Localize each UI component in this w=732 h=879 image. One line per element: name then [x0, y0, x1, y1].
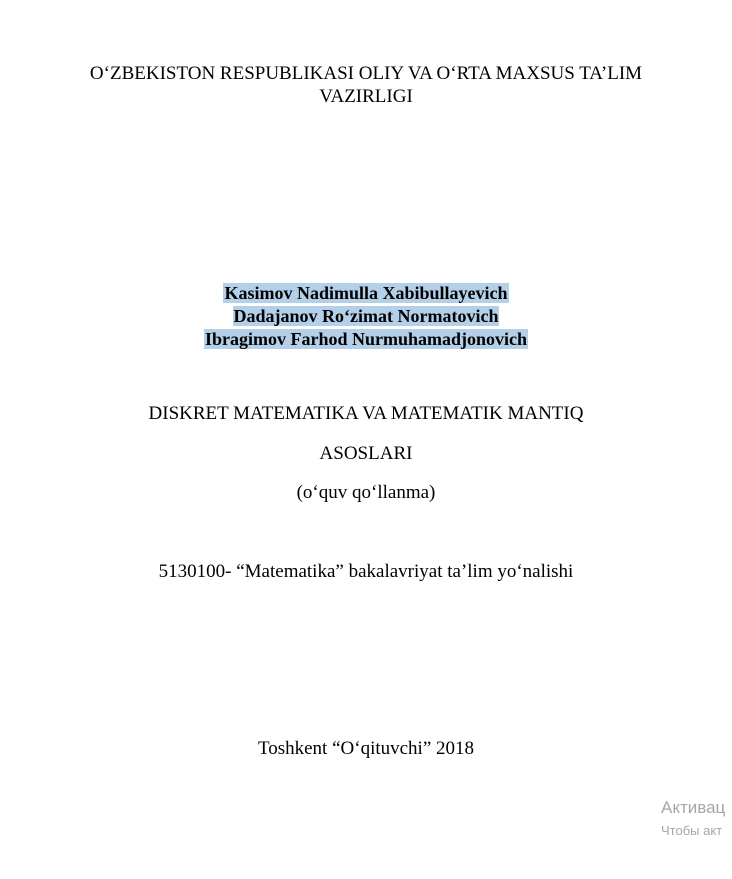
- study-direction: 5130100- “Matematika” bakalavriyat ta’lim yo‘nalishi: [158, 561, 574, 582]
- ministry-line-1: O‘ZBEKISTON RESPUBLIKASI OLIY VA O‘RTA MAXSUS TA’LIM: [89, 63, 643, 84]
- windows-activation-watermark-title: Активац: [661, 798, 726, 817]
- author-name[interactable]: Dadajanov Ro‘zimat Normatovich: [233, 306, 499, 326]
- authors-block: [0, 282, 732, 351]
- publisher-city-year: Toshkent “O‘qituvchi” 2018: [257, 738, 475, 759]
- ministry-heading: [0, 62, 732, 108]
- book-subtitle: (o‘quv qo‘llanma): [296, 482, 436, 503]
- book-title-line-2: ASOSLARI: [319, 443, 413, 464]
- author-name[interactable]: Kasimov Nadimulla Xabibullayevich: [224, 283, 508, 303]
- book-title-line-1: DISKRET MATEMATIKA VA MATEMATIK MANTIQ: [148, 403, 584, 424]
- windows-activation-watermark-text: Чтобы акт: [661, 823, 723, 838]
- ministry-line-2: VAZIRLIGI: [319, 86, 413, 107]
- author-name[interactable]: Ibragimov Farhod Nurmuhamadjonovich: [204, 329, 528, 349]
